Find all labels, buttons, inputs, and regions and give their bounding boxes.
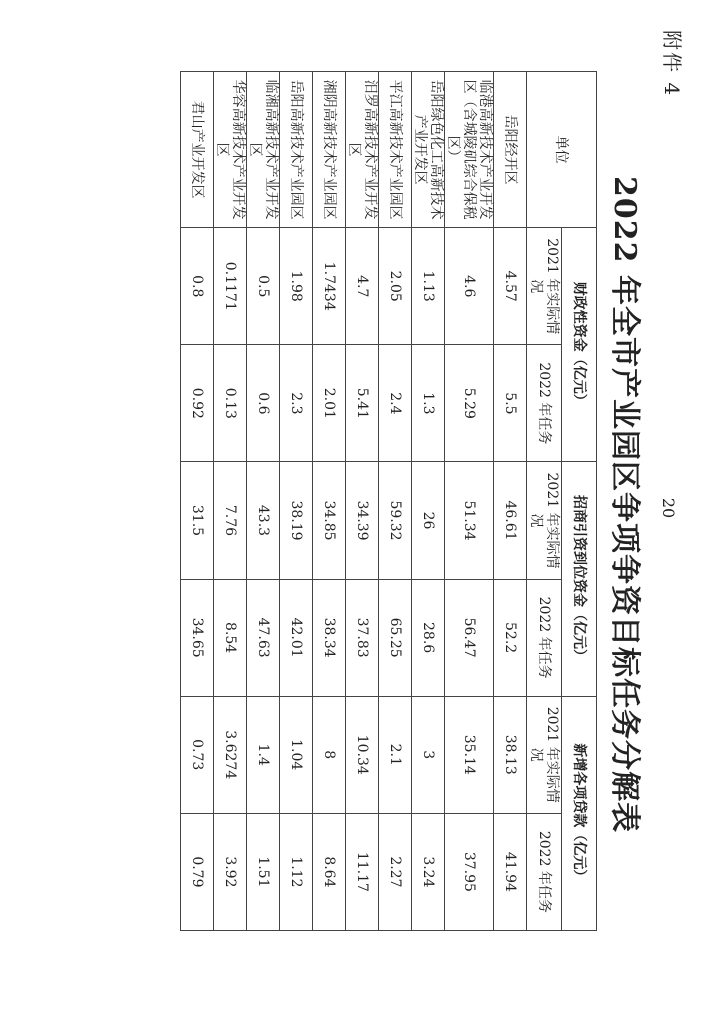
value-cell: 42.01 bbox=[280, 579, 313, 696]
value-cell: 38.34 bbox=[313, 579, 346, 696]
value-cell: 0.73 bbox=[181, 696, 214, 813]
subheader-fiscal-2022: 2022 年任务 bbox=[527, 345, 562, 462]
table-row bbox=[214, 72, 247, 931]
value-cell: 28.6 bbox=[412, 579, 445, 696]
value-cell: 35.14 bbox=[445, 696, 494, 813]
group-header-fiscal: 财政性资金（亿元） bbox=[562, 228, 597, 462]
unit-name-cell: 岳阳经开区 bbox=[494, 72, 527, 228]
unit-name-cell: 汨罗高新技术产业开发区 bbox=[346, 72, 379, 228]
target-task-table bbox=[180, 71, 597, 931]
value-cell: 1.12 bbox=[280, 813, 313, 930]
value-cell: 1.3 bbox=[412, 345, 445, 462]
value-cell: 3.92 bbox=[214, 813, 247, 930]
value-cell: 8.64 bbox=[313, 813, 346, 930]
unit-name-cell: 华容高新技术产业开发区 bbox=[214, 72, 247, 228]
unit-name-cell: 君山产业开发区 bbox=[181, 72, 214, 228]
table-row bbox=[494, 72, 527, 931]
value-cell: 34.85 bbox=[313, 462, 346, 579]
value-cell: 0.79 bbox=[181, 813, 214, 930]
value-cell: 38.13 bbox=[494, 696, 527, 813]
value-cell: 31.5 bbox=[181, 462, 214, 579]
document-title: 2022 年全市产业园区争项争资目标任务分解表 bbox=[607, 176, 642, 833]
unit-name-cell: 临港高新技术产业开发区（含城陵矶综合保税区） bbox=[445, 72, 494, 228]
value-cell: 4.57 bbox=[494, 228, 527, 345]
table-row bbox=[313, 72, 346, 931]
value-cell: 5.5 bbox=[494, 345, 527, 462]
value-cell: 43.3 bbox=[247, 462, 280, 579]
table-row bbox=[412, 72, 445, 931]
value-cell: 46.61 bbox=[494, 462, 527, 579]
subheader-loans-2021: 2021 年实际情况 bbox=[527, 696, 562, 813]
value-cell: 0.92 bbox=[181, 345, 214, 462]
table-row bbox=[445, 72, 494, 931]
value-cell: 34.65 bbox=[181, 579, 214, 696]
value-cell: 2.1 bbox=[379, 696, 412, 813]
value-cell: 2.27 bbox=[379, 813, 412, 930]
group-header-loans: 新增各项贷款（亿元） bbox=[562, 696, 597, 930]
table-body bbox=[181, 72, 527, 931]
table-row bbox=[346, 72, 379, 931]
value-cell: 0.6 bbox=[247, 345, 280, 462]
value-cell: 3 bbox=[412, 696, 445, 813]
value-cell: 1.4 bbox=[247, 696, 280, 813]
value-cell: 51.34 bbox=[445, 462, 494, 579]
value-cell: 38.19 bbox=[280, 462, 313, 579]
unit-name-cell: 湘阴高新技术产业园区 bbox=[313, 72, 346, 228]
value-cell: 26 bbox=[412, 462, 445, 579]
value-cell: 4.6 bbox=[445, 228, 494, 345]
value-cell: 1.51 bbox=[247, 813, 280, 930]
value-cell: 0.5 bbox=[247, 228, 280, 345]
unit-name-cell: 平江高新技术产业园区 bbox=[379, 72, 412, 228]
value-cell: 5.41 bbox=[346, 345, 379, 462]
value-cell: 2.4 bbox=[379, 345, 412, 462]
unit-name-cell: 岳阳高新技术产业园区 bbox=[280, 72, 313, 228]
value-cell: 2.01 bbox=[313, 345, 346, 462]
value-cell: 8.54 bbox=[214, 579, 247, 696]
table-row bbox=[379, 72, 412, 931]
attachment-label: 附件 4 bbox=[660, 30, 684, 98]
unit-name-cell: 临湘高新技术产业开发区 bbox=[247, 72, 280, 228]
value-cell: 52.2 bbox=[494, 579, 527, 696]
value-cell: 56.47 bbox=[445, 579, 494, 696]
value-cell: 1.98 bbox=[280, 228, 313, 345]
value-cell: 4.7 bbox=[346, 228, 379, 345]
subheader-investment-2022: 2022 年任务 bbox=[527, 579, 562, 696]
value-cell: 1.04 bbox=[280, 696, 313, 813]
value-cell: 1.7434 bbox=[313, 228, 346, 345]
unit-header: 单位 bbox=[527, 72, 597, 228]
unit-name-cell: 岳阳绿色化工高新技术产业开发区 bbox=[412, 72, 445, 228]
value-cell: 41.94 bbox=[494, 813, 527, 930]
subheader-loans-2022: 2022 年任务 bbox=[527, 813, 562, 930]
value-cell: 2.3 bbox=[280, 345, 313, 462]
value-cell: 34.39 bbox=[346, 462, 379, 579]
group-header-investment: 招商引资到位资金（亿元） bbox=[562, 462, 597, 696]
subheader-fiscal-2021: 2021 年实际情况 bbox=[527, 228, 562, 345]
value-cell: 10.34 bbox=[346, 696, 379, 813]
value-cell: 65.25 bbox=[379, 579, 412, 696]
table-row bbox=[181, 72, 214, 931]
value-cell: 3.6274 bbox=[214, 696, 247, 813]
value-cell: 0.8 bbox=[181, 228, 214, 345]
table-row bbox=[247, 72, 280, 931]
value-cell: 0.13 bbox=[214, 345, 247, 462]
value-cell: 47.63 bbox=[247, 579, 280, 696]
value-cell: 0.1171 bbox=[214, 228, 247, 345]
value-cell: 37.95 bbox=[445, 813, 494, 930]
subheader-investment-2021: 2021 年实际情况 bbox=[527, 462, 562, 579]
value-cell: 59.32 bbox=[379, 462, 412, 579]
value-cell: 1.13 bbox=[412, 228, 445, 345]
value-cell: 11.17 bbox=[346, 813, 379, 930]
value-cell: 7.76 bbox=[214, 462, 247, 579]
page-number: 20 bbox=[659, 497, 678, 519]
table-row bbox=[280, 72, 313, 931]
value-cell: 3.24 bbox=[412, 813, 445, 930]
value-cell: 5.29 bbox=[445, 345, 494, 462]
value-cell: 8 bbox=[313, 696, 346, 813]
value-cell: 2.05 bbox=[379, 228, 412, 345]
value-cell: 37.83 bbox=[346, 579, 379, 696]
